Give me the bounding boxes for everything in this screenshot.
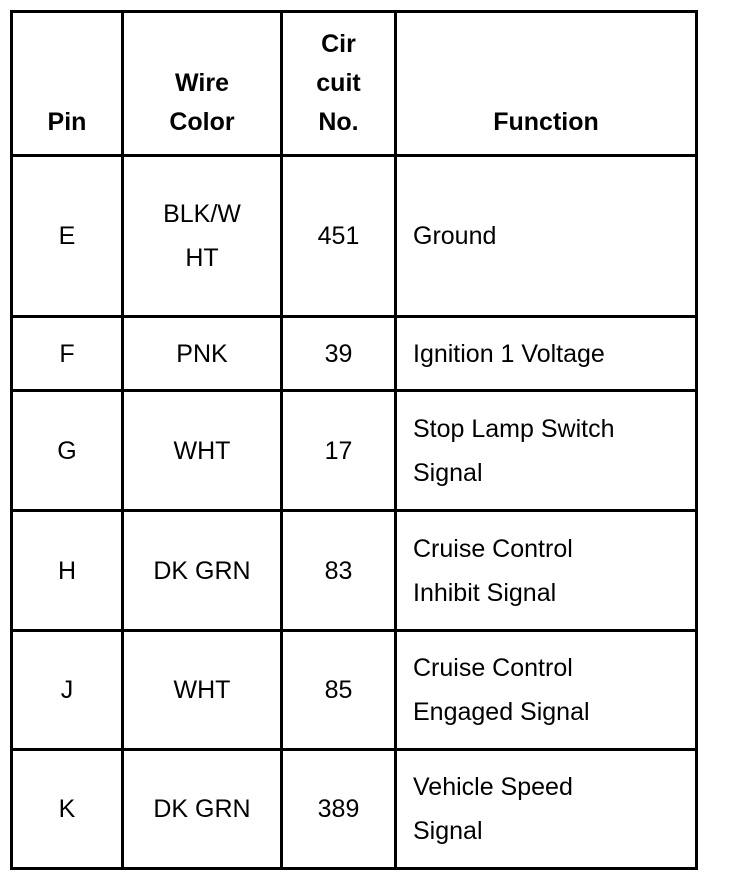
wire-color-line-1: BLK/W: [163, 200, 241, 228]
function-line-1: Vehicle Speed: [413, 773, 573, 801]
circuit-value: 85: [324, 676, 353, 704]
wire-color-line-2: HT: [185, 244, 219, 272]
function-line-1: Cruise Control: [413, 654, 573, 682]
wire-color-line-1: WHT: [173, 436, 231, 465]
circuit-value: 39: [324, 339, 353, 368]
header-wire-color-line-2: Color: [169, 108, 235, 136]
header-wire-color: [124, 13, 280, 154]
table-cell-function: [397, 512, 695, 629]
table-right-border: [695, 10, 698, 870]
circuit-value: 389: [317, 795, 360, 823]
table-cell-wire-color: [124, 318, 280, 389]
function-line-1: Stop Lamp Switch: [413, 414, 615, 443]
header-circuit-line-2: cuit: [316, 69, 361, 97]
header-function-label: Function: [493, 108, 599, 136]
table-cell-circuit: [283, 512, 394, 629]
header-pin: [13, 13, 121, 154]
table-cell-wire-color: [124, 157, 280, 315]
header-pin-label: Pin: [47, 108, 87, 136]
wire-color-line-1: PNK: [176, 339, 228, 368]
header-circuit-line-1: Cir: [321, 30, 356, 58]
wire-color-line-1: DK GRN: [153, 556, 251, 585]
table-cell-pin: [13, 157, 121, 315]
table-cell-wire-color: [124, 392, 280, 509]
function-line-2: Signal: [413, 817, 483, 845]
function-line-2: Inhibit Signal: [413, 578, 557, 607]
table-cell-circuit: [283, 318, 394, 389]
circuit-value: 83: [324, 556, 353, 585]
table-cell-pin: [13, 512, 121, 629]
table-cell-wire-color: [124, 632, 280, 748]
wire-color-line-1: WHT: [173, 676, 231, 704]
table-cell-circuit: [283, 392, 394, 509]
function-line-2: Engaged Signal: [413, 698, 590, 726]
function-line-1: Ground: [413, 222, 497, 250]
circuit-value: 451: [317, 222, 360, 250]
header-function: [397, 13, 695, 154]
pin-value: K: [58, 795, 76, 823]
function-line-1: Cruise Control: [413, 534, 573, 563]
table-cell-circuit: [283, 751, 394, 867]
function-line-1: Ignition 1 Voltage: [413, 339, 605, 368]
table-cell-function: [397, 751, 695, 867]
table-cell-circuit: [283, 157, 394, 315]
pin-value: J: [60, 676, 74, 704]
table-cell-wire-color: [124, 751, 280, 867]
circuit-value: 17: [324, 436, 353, 465]
pin-value: E: [58, 222, 76, 250]
table-bottom-border: [10, 867, 698, 870]
table-cell-pin: [13, 632, 121, 748]
table-cell-function: [397, 632, 695, 748]
connector-pinout-table: [10, 10, 698, 870]
table-cell-pin: [13, 392, 121, 509]
function-line-2: Signal: [413, 458, 483, 487]
table-cell-function: [397, 392, 695, 509]
header-circuit-line-3: No.: [318, 108, 359, 136]
table-cell-pin: [13, 751, 121, 867]
header-wire-color-line-1: Wire: [175, 69, 229, 97]
wire-color-line-1: DK GRN: [153, 795, 251, 823]
pin-value: G: [57, 436, 77, 465]
pin-value: H: [57, 556, 77, 585]
table-cell-circuit: [283, 632, 394, 748]
table-cell-function: [397, 318, 695, 389]
table-cell-wire-color: [124, 512, 280, 629]
pin-value: F: [59, 339, 75, 368]
table-cell-function: [397, 157, 695, 315]
header-circuit-no: [283, 13, 394, 154]
table-cell-pin: [13, 318, 121, 389]
